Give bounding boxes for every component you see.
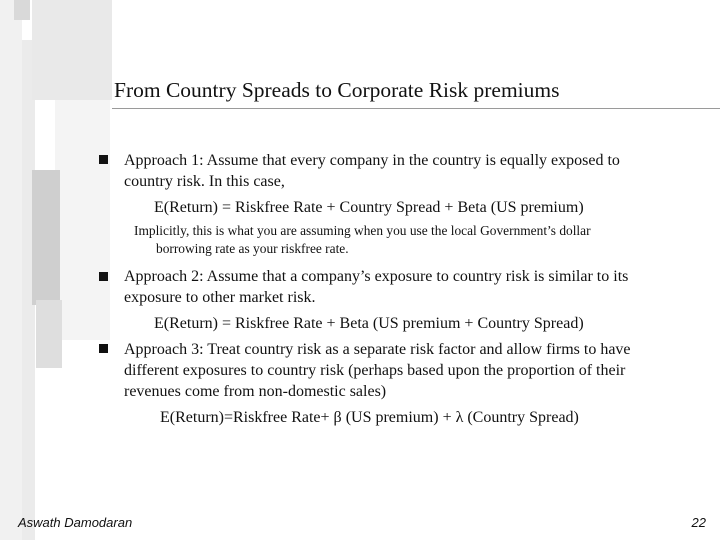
- approach1-formula: E(Return) = Riskfree Rate + Country Spread + Beta (US premium): [154, 199, 584, 216]
- decorative-bar: [14, 0, 30, 20]
- approach2-text-line2: exposure to other market risk.: [124, 289, 316, 306]
- decorative-bar: [32, 170, 60, 305]
- approach1-text-line1: Approach 1: Assume that every company in the country is equally exposed to: [124, 152, 620, 169]
- title-divider: [112, 108, 720, 109]
- footer-author: Aswath Damodaran: [18, 515, 133, 530]
- decorative-bar: [55, 100, 110, 340]
- page-number: 22: [691, 515, 706, 530]
- bullet-square-icon: [99, 272, 108, 281]
- approach1-text-line2: country risk. In this case,: [124, 173, 285, 190]
- approach3-text-line3: revenues come from non-domestic sales): [124, 383, 387, 400]
- approach3-text-line1: Approach 3: Treat country risk as a separate risk factor and allow firms to have: [124, 341, 631, 358]
- page-title: From Country Spreads to Corporate Risk premiums: [114, 78, 560, 102]
- bullet-square-icon: [99, 344, 108, 353]
- approach3-text-line2: different exposures to country risk (perhaps based upon the proportion of their: [124, 362, 626, 379]
- approach2-text-line1: Approach 2: Assume that a company’s exposure to country risk is similar to its: [124, 268, 629, 285]
- decorative-bar: [0, 0, 22, 540]
- decorative-bar: [36, 300, 62, 368]
- approach1-note-line2: borrowing rate as your riskfree rate.: [156, 241, 349, 256]
- approach2-formula: E(Return) = Riskfree Rate + Beta (US premium + Country Spread): [154, 315, 584, 332]
- approach3-formula: E(Return)=Riskfree Rate+ β (US premium) + λ (Country Spread): [160, 409, 579, 426]
- approach1-note-line1: Implicitly, this is what you are assuming when you use the local Government’s dollar: [134, 223, 591, 238]
- bullet-square-icon: [99, 155, 108, 164]
- decorative-bar: [32, 0, 112, 100]
